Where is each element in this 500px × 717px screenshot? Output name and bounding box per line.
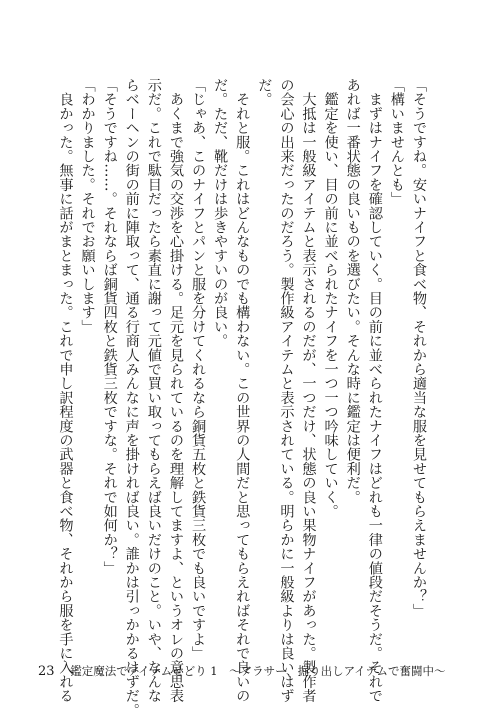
text-line: 「そうですね……。それならば銅貨四枚と鉄貨三枚ですな。それで如何か？」 (101, 78, 118, 575)
page-number: 23 (38, 664, 55, 679)
running-title: 鑑定魔法でアイテムせどり 1 〜アラサー、掘り出しアイテムで奮闘中〜 (70, 664, 446, 678)
text-line: だ。ただ、靴だけは歩きやすいのが良い。 (212, 78, 229, 348)
text-line: 「構いませんとも」 (388, 78, 405, 206)
page-footer (38, 663, 446, 679)
text-line: 鑑定を使い、目の前に並べられたナイフを一つ一つ吟味していく。 (322, 78, 339, 519)
text-line: らベーヘンの街の前に陣取って、通る行商人みんなに声を掛ければ良い。誰かは引っかかるはずだ。 (123, 78, 140, 717)
text-line: 「そうですね。安いナイフと食べ物、それから適当な服を見せてもらえませんか？」 (411, 78, 427, 618)
text-line: 大抵は一般級アイテムと表示されるのだが、一つだけ、状態の良い果物ナイフがあった。製作者 (300, 78, 317, 703)
text-line: だ。 (256, 78, 273, 107)
text-line: 示だ。これで駄目だったら素直に謝って元値で買い取ってもらえば良いだけのこと。いや、なんな (145, 78, 162, 703)
text-line: まずはナイフを確認していく。目の前に並べられたナイフはどれも一律の値段だそうだ。それで (366, 78, 383, 703)
text-line: 「じゃあ、このナイフとパンと服を分けてくれるなら銅貨五枚と鉄貨三枚でも良いですよ」 (190, 78, 207, 661)
text-line: あれば一番状態の良いものを選びたい。そんな時に鑑定は便利だ。 (344, 78, 361, 504)
text-line: 「わかりました。それでお願いします」 (79, 78, 96, 334)
text-line: の会心の出来だったのだろう。製作級アイテムと表示されている。明らかに一般級よりは良いはず (278, 78, 295, 703)
text-line: あくまで強気の交渉を心掛ける。足元を見られているのを理解してますよ、というオレの意思表 (167, 78, 184, 703)
text-line: それと服。これはどんなものでも構わない。この世界の人間だと思ってもらえればそれで良いの (234, 78, 251, 703)
text-line: 良かった。無事に話がまとまった。これで申し訳程度の武器と食べ物、それから服を手に入れる (57, 78, 74, 703)
